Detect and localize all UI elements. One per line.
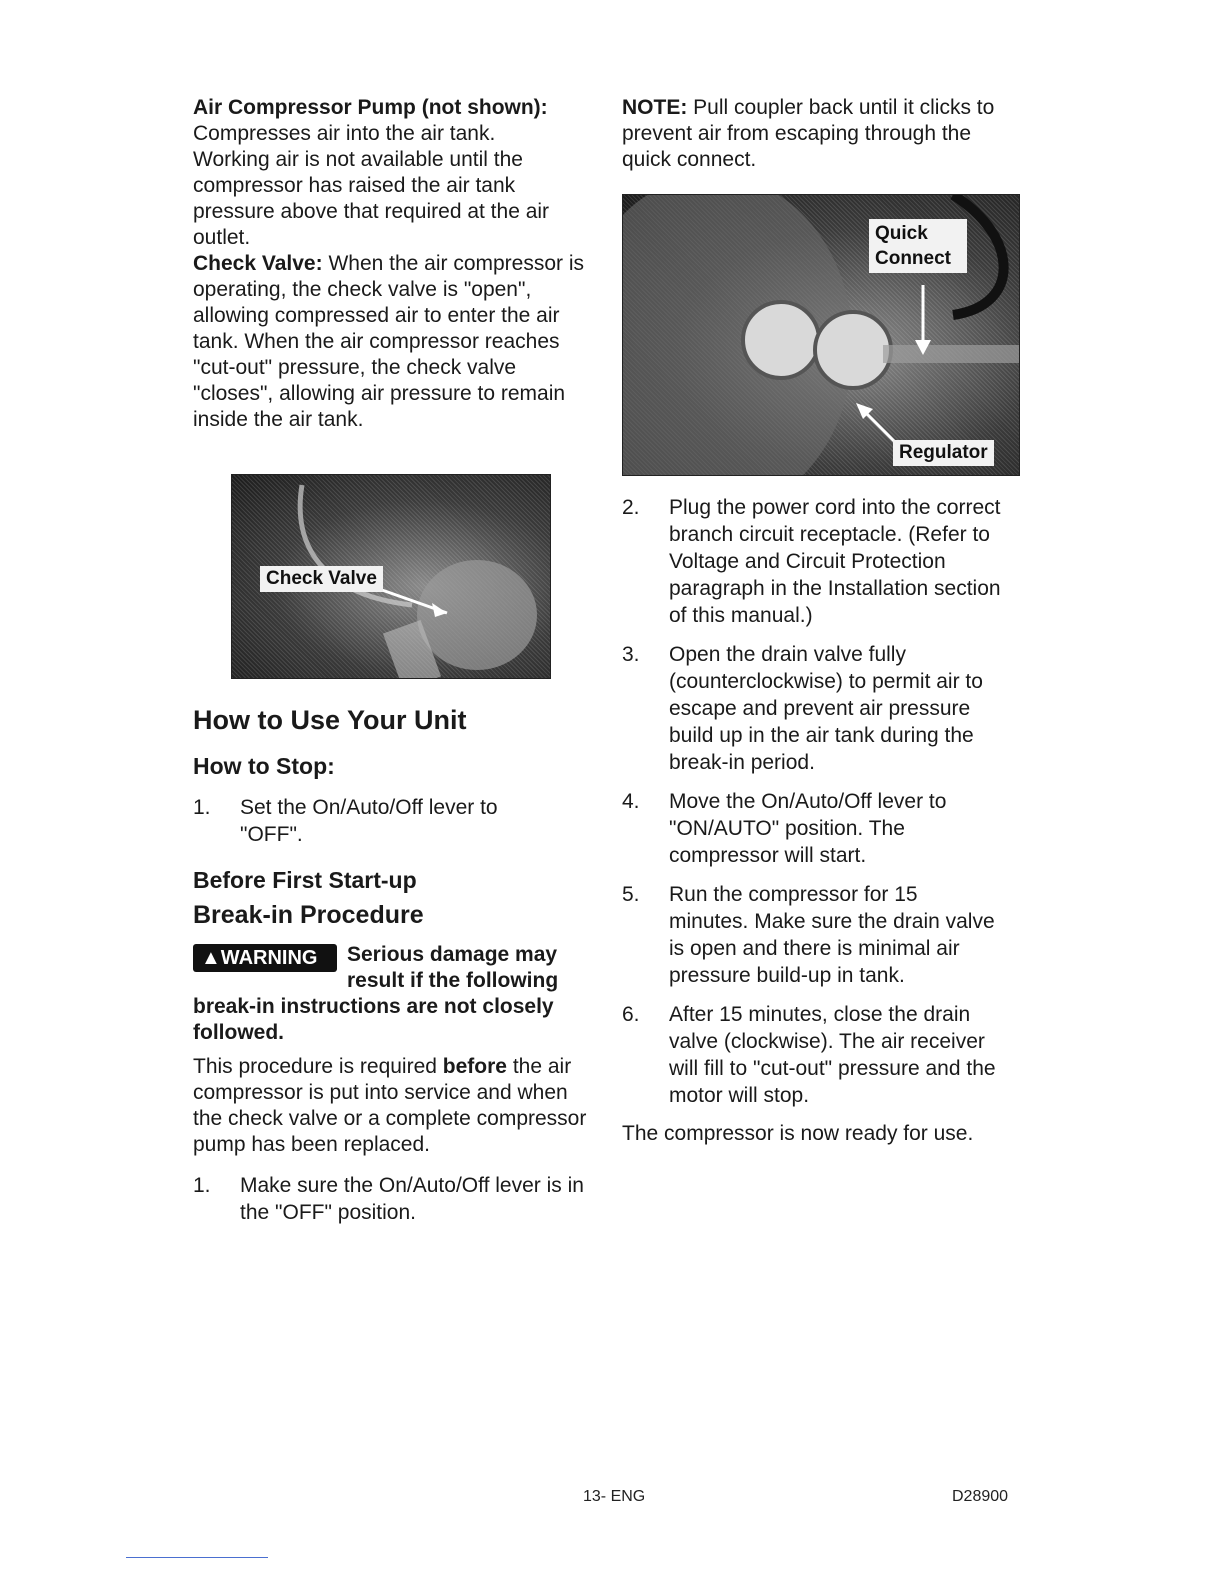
before-first-startup-heading: Before First Start-up bbox=[193, 867, 417, 893]
check-valve-text: When the air compressor is operating, the check valve is "open", allowing compressed air to enter the air tank. When the air compressor reaches "cut-out" pressure, the check valve "closes", allowing air pressure to remain inside the air tank. bbox=[193, 252, 585, 431]
document-code: D28900 bbox=[952, 1488, 1009, 1505]
step-text: Open the drain valve fully (counterclockwise) to permit air to escape and prevent air pressure build up in the air tank during the break-in period. bbox=[669, 643, 983, 774]
connect-label: Connect bbox=[875, 248, 951, 269]
list-item bbox=[622, 641, 999, 776]
note-label: NOTE: bbox=[622, 96, 688, 119]
step-number: 6. bbox=[622, 1003, 640, 1026]
step-text: Set the On/Auto/Off lever to "OFF". bbox=[240, 796, 498, 846]
how-to-use-heading: How to Use Your Unit bbox=[193, 705, 467, 735]
warning-text: Serious damage may result if the following break-in instructions are not closely followed. bbox=[193, 943, 559, 1044]
ready-text: The compressor is now ready for use. bbox=[622, 1122, 974, 1145]
step-number: 1. bbox=[193, 796, 211, 819]
step-text: Move the On/Auto/Off lever to "ON/AUTO" position. The compressor will start. bbox=[669, 790, 947, 867]
step-text: Make sure the On/Auto/Off lever is in the "OFF" position. bbox=[240, 1174, 584, 1224]
list-item bbox=[193, 794, 550, 848]
left-column bbox=[193, 95, 593, 433]
warning-badge: ▲WARNING bbox=[193, 944, 337, 972]
step-number: 4. bbox=[622, 790, 640, 813]
how-to-stop-heading: How to Stop: bbox=[193, 753, 335, 779]
procedure-text bbox=[193, 1054, 588, 1158]
pump-title: Air Compressor Pump (not shown): bbox=[193, 96, 548, 119]
step-text: After 15 minutes, close the drain valve (clockwise). The air receiver will fill to "cut-out" pressure and the motor will stop. bbox=[669, 1003, 996, 1107]
page-number: 13- ENG bbox=[583, 1488, 646, 1505]
note-text: Pull coupler back until it clicks to prevent air from escaping through the quick connect. bbox=[622, 96, 995, 171]
check-valve-photo bbox=[231, 474, 551, 679]
regulator-label: Regulator bbox=[893, 440, 994, 466]
pump-text: Compresses air into the air tank. Working air is not available until the compressor has raised the air tank pressure above that required at the air outlet. bbox=[193, 122, 550, 249]
instructions-left bbox=[193, 704, 593, 1226]
list-item bbox=[622, 1001, 1014, 1109]
instructions-right bbox=[622, 494, 1022, 1147]
stop-steps bbox=[193, 794, 593, 848]
list-item bbox=[622, 881, 999, 989]
check-valve-label: Check Valve bbox=[260, 566, 383, 592]
break-in-heading: Break-in Procedure bbox=[193, 901, 424, 929]
note-paragraph bbox=[622, 95, 1017, 173]
procedure-text-end: the air compressor is put into service and when the check valve or a complete compressor pump has been replaced. bbox=[193, 1055, 587, 1156]
step-text: Plug the power cord into the correct branch circuit receptacle. (Refer to Voltage and Circuit Protection paragraph in the Installation section of this manual.) bbox=[669, 496, 1001, 627]
breakin-steps bbox=[193, 1172, 593, 1226]
right-column bbox=[622, 95, 1022, 173]
list-item bbox=[622, 494, 1009, 629]
step-text: Run the compressor for 15 minutes. Make sure the drain valve is open and there is minimal air pressure build-up in tank. bbox=[669, 883, 995, 987]
step-number: 5. bbox=[622, 883, 640, 906]
procedure-text-start: This procedure is required bbox=[193, 1055, 437, 1078]
footer-rule bbox=[126, 1557, 268, 1558]
check-valve-paragraph bbox=[193, 251, 588, 433]
list-item bbox=[193, 1172, 610, 1226]
list-item bbox=[622, 788, 999, 869]
warning-block bbox=[193, 942, 593, 1046]
quick-label: Quick bbox=[875, 223, 928, 244]
quick-connect-label bbox=[869, 219, 967, 273]
quick-connect-photo bbox=[622, 194, 1020, 476]
step-number: 2. bbox=[622, 496, 640, 519]
check-valve-title: Check Valve: bbox=[193, 252, 323, 275]
procedure-text-bold: before bbox=[442, 1055, 507, 1078]
step-number: 3. bbox=[622, 643, 640, 666]
step-number: 1. bbox=[193, 1174, 211, 1197]
